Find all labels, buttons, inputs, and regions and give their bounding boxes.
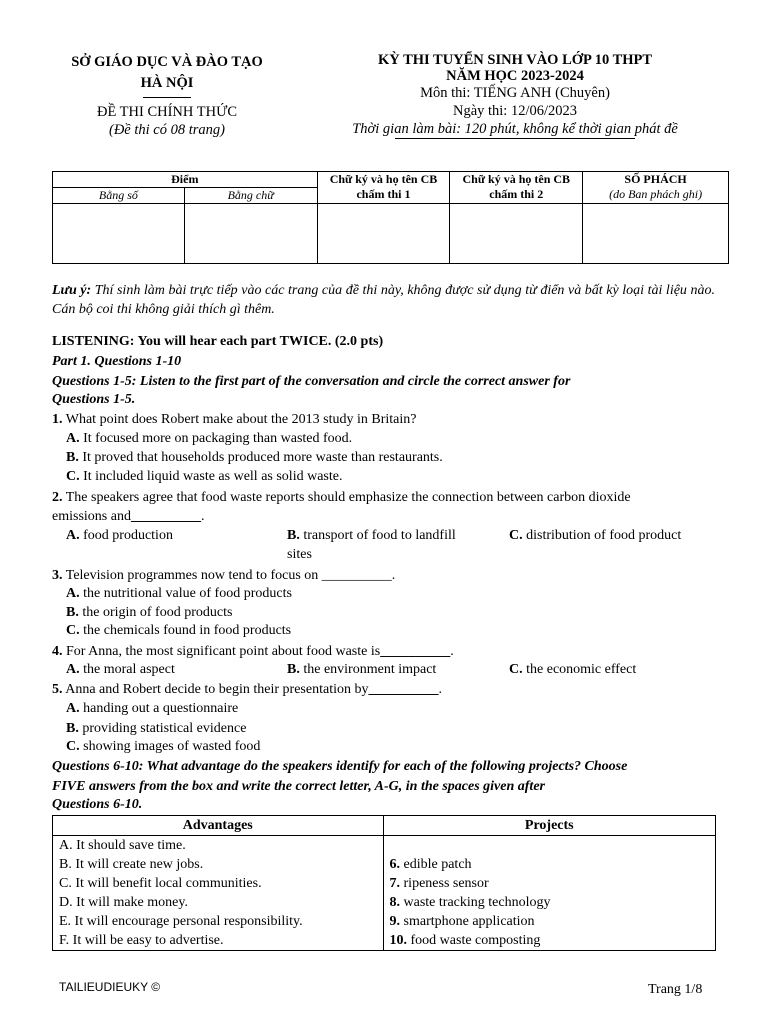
q1-option-a[interactable]: A. It focused more on packaging than wasted food. [66,431,353,446]
advantage-item: F. It will be easy to advertise. [59,933,224,948]
grader1-cell[interactable] [317,204,450,264]
q4-option-c[interactable]: C. the economic effect [509,662,637,677]
part1-title: Part 1. Questions 1-10 [52,354,182,369]
instruction-1-5: Questions 1-5: Listen to the first part of the conversation and circle the correct answer for [52,374,571,389]
advantages-projects-table [52,815,716,951]
question-2: 2. The speakers agree that food waste reports should emphasize the connection between carbon dioxide [52,490,631,505]
score-words-cell[interactable] [184,204,317,264]
project-item: 7. ripeness sensor [389,876,489,891]
exam-title: KỲ THI TUYỂN SINH VÀO LỚP 10 THPT [377,52,653,68]
header-divider-right [395,138,635,139]
question-1: 1. What point does Robert make about the 2013 study in Britain? [52,412,417,427]
projects-header: Projects [383,816,715,836]
official-label: ĐỀ THI CHÍNH THỨC [96,104,237,120]
score-header: Điểm [53,172,318,188]
advantage-item: A. It should save time. [59,838,186,853]
advantage-item: E. It will encourage personal responsibility. [59,914,303,929]
q1-option-b[interactable]: B. It proved that households produced more waste than restaurants. [66,450,443,465]
project-item: 8. waste tracking technology [389,895,551,910]
q5-option-b[interactable]: B. providing statistical evidence [66,721,247,736]
advantage-item: C. It will benefit local communities. [59,876,262,891]
candidate-note: Lưu ý: Thí sinh làm bài trực tiếp vào các trang của đề thi này, không được sử dụng từ điển và bất kỳ loại tài liệu nào. Cán bộ coi thi không giải thích gì thêm. [52,283,715,317]
projects-list [383,836,715,951]
question-4: 4. For Anna, the most significant point about food waste is__________. [52,644,454,659]
q5-option-a[interactable]: A. handing out a questionnaire [66,701,239,716]
q4-option-b[interactable]: B. the environment impact [287,662,437,677]
question-3: 3. Television programmes now tend to focus on __________. [52,568,396,583]
listening-heading: LISTENING: You will hear each part TWICE. (2.0 pts) [52,334,384,349]
advantage-item: D. It will make money. [59,895,188,910]
department-name: SỞ GIÁO DỤC VÀ ĐÀO TẠO [71,54,263,70]
q2-option-b[interactable]: B. transport of food to landfill sites [287,528,456,562]
q2-option-a[interactable]: A. food production [66,528,173,543]
advantage-item: B. It will create new jobs. [59,857,204,872]
advantages-list [53,836,384,951]
question-5: 5. Anna and Robert decide to begin their presentation by__________. [52,682,442,697]
instruction-6-10-end: Questions 6-10. [52,797,143,812]
header-right [320,52,710,139]
question-2-cont: emissions and__________. [52,509,205,524]
exam-time: Thời gian làm bài: 120 phút, không kể thời gian phát đề [352,121,678,137]
instruction-6-10-cont: FIVE answers from the box and write the correct letter, A-G, in the spaces given after [52,779,545,794]
score-table [52,171,729,264]
exam-year: NĂM HỌC 2023-2024 [446,68,584,84]
q3-option-b[interactable]: B. the origin of food products [66,605,233,620]
instruction-1-5-cont: Questions 1-5. [52,392,136,407]
q3-option-a[interactable]: A. the nutritional value of food products [66,586,292,601]
grader2-header: Chữ ký và họ tên CB chấm thi 2 [450,172,583,204]
grader1-header: Chữ ký và họ tên CB chấm thi 1 [317,172,450,204]
department-city: HÀ NỘI [140,75,194,91]
code-cell[interactable] [583,204,729,264]
score-words-header: Bằng chữ [184,188,317,204]
exam-date: Ngày thi: 12/06/2023 [452,103,578,119]
q1-option-c[interactable]: C. It included liquid waste as well as solid waste. [66,469,343,484]
header-left [52,52,282,139]
footer-brand: TAILIEUDIEUKY © [59,980,161,994]
project-item: 10. food waste composting [389,933,541,948]
exam-subject: Môn thi: TIẾNG ANH (Chuyên) [420,85,610,101]
score-number-header: Bằng số [53,188,185,204]
header-divider [143,97,191,98]
q4-option-a[interactable]: A. the moral aspect [66,662,175,677]
page-number: Trang 1/8 [648,982,703,997]
instruction-6-10: Questions 6-10: What advantage do the speakers identify for each of the following projects? Choose [52,759,628,774]
q3-option-c[interactable]: C. the chemicals found in food products [66,623,292,638]
grader2-cell[interactable] [450,204,583,264]
project-item: 6. edible patch [389,857,472,872]
project-spacer [390,836,709,855]
advantages-header: Advantages [53,816,384,836]
project-item: 9. smartphone application [389,914,535,929]
q2-option-c[interactable]: C. distribution of food product [509,528,682,543]
q5-option-c[interactable]: C. showing images of wasted food [66,739,261,754]
pages-note: (Đề thi có 08 trang) [109,122,225,138]
code-header: SỐ PHÁCH (do Ban phách ghi) [583,172,729,204]
score-number-cell[interactable] [53,204,185,264]
